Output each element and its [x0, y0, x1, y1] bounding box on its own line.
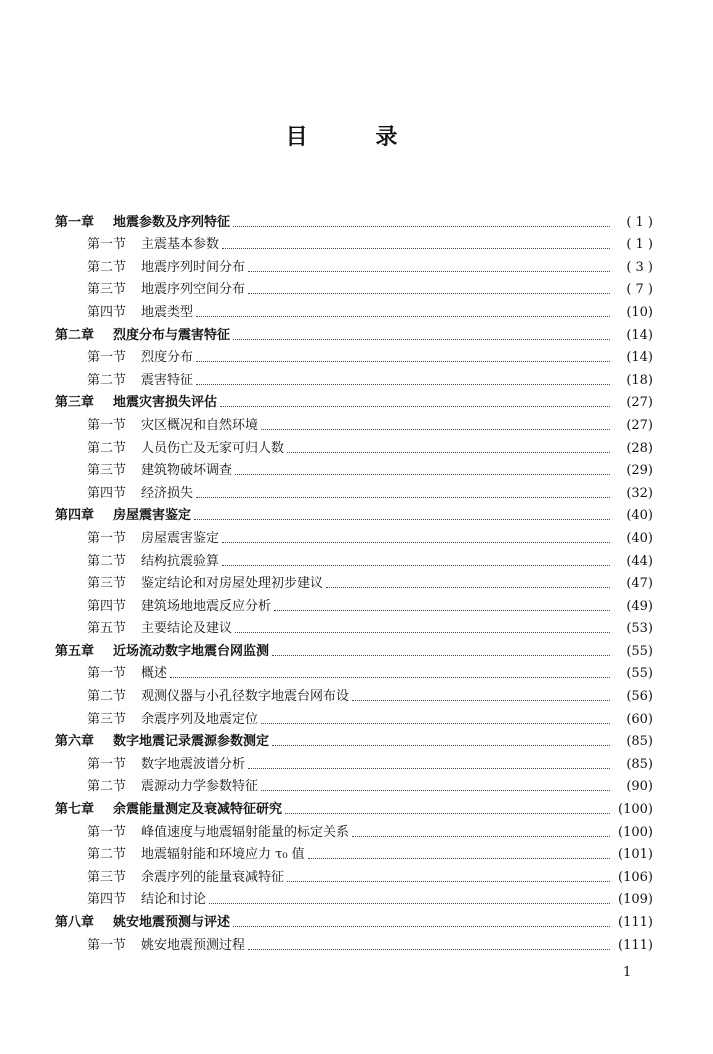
toc-entry-number: 第四章 — [55, 508, 95, 524]
toc-entry-title: 主要结论及建议 — [141, 621, 233, 637]
dot-leader — [222, 541, 610, 543]
toc-entry-label — [87, 482, 193, 501]
toc-entry-label — [87, 821, 349, 840]
toc-entry-number: 第一节 — [87, 937, 127, 953]
toc-entry-label — [87, 301, 193, 320]
toc-entry-number: 第二节 — [87, 847, 127, 863]
toc-entry-label — [87, 256, 245, 275]
toc-entry-number: 第一节 — [87, 824, 127, 840]
toc-entry-label — [87, 278, 245, 297]
toc-entry-page: ( 3 ) — [626, 259, 653, 275]
toc-section-entry — [55, 659, 653, 682]
toc-entry-title: 主震基本参数 — [141, 237, 220, 253]
toc-section-entry — [55, 614, 653, 637]
toc-chapter-entry — [55, 907, 653, 930]
toc-section-entry — [55, 275, 653, 298]
toc-section-entry — [55, 749, 653, 772]
dot-leader — [196, 315, 610, 317]
toc-entry-label — [87, 934, 245, 953]
toc-entry-label — [87, 414, 258, 433]
toc-entry-page: (40) — [626, 508, 653, 524]
toc-entry-number: 第五节 — [87, 621, 127, 637]
toc-entry-label — [87, 527, 219, 546]
toc-entry-page: ( 1 ) — [626, 237, 653, 253]
toc-chapter-entry — [55, 207, 653, 230]
dot-leader — [352, 699, 610, 701]
dot-leader — [170, 676, 610, 678]
dot-leader — [287, 880, 610, 882]
toc-chapter-entry — [55, 501, 653, 524]
toc-entry-label — [87, 753, 245, 772]
toc-entry-number: 第二节 — [87, 440, 127, 456]
toc-entry-label — [55, 504, 191, 523]
toc-chapter-entry — [55, 388, 653, 411]
toc-entry-title: 余震能量测定及衰减特征研究 — [113, 802, 283, 818]
dot-leader — [233, 338, 610, 340]
toc-entry-number: 第三节 — [87, 282, 127, 298]
toc-entry-number: 第五章 — [55, 643, 95, 659]
toc-entry-title: 数字地震记录震源参数测定 — [113, 734, 270, 750]
toc-entry-title: 结构抗震验算 — [141, 553, 220, 569]
toc-chapter-entry — [55, 794, 653, 817]
toc-entry-label — [55, 324, 230, 343]
dot-leader — [222, 564, 610, 566]
dot-leader — [248, 767, 610, 769]
toc-entry-page: (47) — [626, 576, 653, 592]
toc-entry-page: (40) — [626, 530, 653, 546]
toc-entry-label — [55, 391, 217, 410]
toc-entry-label — [87, 459, 232, 478]
toc-entry-label — [87, 233, 219, 252]
toc-entry-number: 第四节 — [87, 892, 127, 908]
toc-entry-number: 第一节 — [87, 666, 127, 682]
toc-entry-page: (28) — [626, 440, 653, 456]
toc-entry-number: 第二节 — [87, 779, 127, 795]
toc-entry-page: (106) — [618, 869, 653, 885]
toc-entry-page: (55) — [626, 666, 653, 682]
toc-entry-number: 第一章 — [55, 214, 95, 230]
toc-entry-page: (100) — [618, 802, 653, 818]
toc-entry-title: 地震类型 — [141, 304, 194, 320]
toc-entry-page: (44) — [626, 553, 653, 569]
toc-section-entry — [55, 297, 653, 320]
toc-entry-title: 地震参数及序列特征 — [113, 214, 231, 230]
toc-entry-page: (29) — [626, 463, 653, 479]
toc-entry-title: 结论和讨论 — [141, 892, 207, 908]
dot-leader — [248, 292, 610, 294]
toc-section-entry — [55, 410, 653, 433]
toc-entry-title: 近场流动数字地震台网监测 — [113, 643, 270, 659]
dot-leader — [233, 225, 610, 227]
toc-entry-label — [55, 730, 269, 749]
toc-section-entry — [55, 523, 653, 546]
toc-entry-label — [87, 843, 305, 862]
toc-section-entry — [55, 252, 653, 275]
toc-entry-number: 第二节 — [87, 259, 127, 275]
dot-leader — [308, 857, 610, 859]
toc-entry-label — [87, 775, 258, 794]
toc-chapter-entry — [55, 636, 653, 659]
toc-section-entry — [55, 681, 653, 704]
toc-entry-title: 房屋震害鉴定 — [141, 530, 220, 546]
toc-entry-title: 峰值速度与地震辐射能量的标定关系 — [141, 824, 350, 840]
toc-entry-label — [55, 798, 282, 817]
dot-leader — [285, 812, 610, 814]
toc-entry-label — [87, 595, 271, 614]
toc-entry-label — [87, 437, 284, 456]
toc-entry-page: ( 1 ) — [626, 214, 653, 230]
toc-entry-label — [55, 211, 230, 230]
toc-chapter-entry — [55, 320, 653, 343]
toc-entry-number: 第三节 — [87, 869, 127, 885]
toc-entry-label — [87, 866, 284, 885]
toc-entry-page: (111) — [618, 915, 653, 930]
toc-entry-page: (109) — [618, 892, 653, 908]
toc-entry-label — [87, 708, 258, 727]
dot-leader — [222, 247, 610, 249]
toc-entry-number: 第四节 — [87, 598, 127, 614]
toc-section-entry — [55, 433, 653, 456]
dot-leader — [272, 654, 610, 656]
toc-entry-title: 数字地震波谱分析 — [141, 756, 246, 772]
toc-entry-label — [87, 617, 232, 636]
toc-entry-title: 灾区概况和自然环境 — [141, 417, 259, 433]
toc-entry-title: 震害特征 — [141, 372, 194, 388]
toc-entry-label — [87, 346, 193, 365]
dot-leader — [220, 405, 610, 407]
toc-section-entry — [55, 546, 653, 569]
dot-leader — [235, 631, 610, 633]
toc-entry-title: 余震序列的能量衰减特征 — [141, 869, 285, 885]
dot-leader — [261, 428, 610, 430]
toc-entry-title: 人员伤亡及无家可归人数 — [141, 440, 285, 456]
toc-section-entry — [55, 704, 653, 727]
toc-entry-page: (85) — [626, 756, 653, 772]
toc-entry-number: 第一节 — [87, 237, 127, 253]
toc-entry-page: (27) — [626, 417, 653, 433]
toc-entry-number: 第三节 — [87, 576, 127, 592]
toc-entry-number: 第六章 — [55, 734, 95, 750]
toc-entry-label — [87, 888, 206, 907]
toc-entry-label — [55, 911, 230, 930]
dot-leader — [326, 586, 610, 588]
toc-entry-page: (14) — [626, 350, 653, 366]
toc-entry-page: (85) — [626, 734, 653, 750]
dot-leader — [261, 789, 610, 791]
toc-entry-title: 姚安地震预测过程 — [141, 937, 246, 953]
toc-entry-page: (49) — [626, 598, 653, 614]
dot-leader — [272, 744, 610, 746]
dot-leader — [196, 496, 610, 498]
toc-entry-title: 建筑物破坏调查 — [141, 463, 233, 479]
dot-leader — [196, 383, 610, 385]
toc-entry-number: 第二节 — [87, 372, 127, 388]
toc-entry-number: 第二节 — [87, 553, 127, 569]
toc-entry-title: 地震灾害损失评估 — [113, 395, 218, 411]
toc-entry-page: (27) — [626, 395, 653, 411]
toc-entry-label — [87, 572, 323, 591]
dot-leader — [261, 722, 610, 724]
toc-section-entry — [55, 478, 653, 501]
toc-entry-title: 地震序列空间分布 — [141, 282, 246, 298]
toc-entry-title: 房屋震害鉴定 — [113, 508, 192, 524]
page-title: 目 录 — [285, 125, 428, 150]
toc-entry-page: ( 7 ) — [626, 282, 653, 298]
toc-section-entry — [55, 930, 653, 953]
toc-entry-title: 余震序列及地震定位 — [141, 711, 259, 727]
toc-entry-number: 第二章 — [55, 327, 95, 343]
toc-entry-title: 概述 — [141, 666, 168, 682]
dot-leader — [248, 948, 610, 950]
toc-entry-page: (90) — [626, 779, 653, 795]
toc-entry-label — [87, 662, 167, 681]
toc-entry-number: 第八章 — [55, 915, 95, 930]
toc-section-entry — [55, 591, 653, 614]
dot-leader — [196, 360, 610, 362]
toc-entry-title: 烈度分布 — [141, 350, 194, 366]
toc-chapter-entry — [55, 727, 653, 750]
toc-section-entry — [55, 365, 653, 388]
page-number: 1 — [623, 965, 632, 980]
toc-entry-number: 第一节 — [87, 350, 127, 366]
toc-section-entry — [55, 230, 653, 253]
dot-leader — [233, 925, 610, 927]
toc-entry-page: (56) — [626, 689, 653, 705]
toc-entry-title: 观测仪器与小孔径数字地震台网布设 — [141, 689, 350, 705]
toc-entry-page: (10) — [626, 304, 653, 320]
toc-section-entry — [55, 817, 653, 840]
toc-entry-page: (18) — [626, 372, 653, 388]
toc-entry-number: 第三节 — [87, 711, 127, 727]
toc-entry-page: (101) — [618, 847, 653, 863]
dot-leader — [287, 451, 610, 453]
toc-entry-label — [87, 550, 219, 569]
toc-entry-number: 第一节 — [87, 756, 127, 772]
dot-leader — [209, 902, 610, 904]
dot-leader — [235, 473, 610, 475]
toc-section-entry — [55, 569, 653, 592]
toc-entry-page: (60) — [626, 711, 653, 727]
toc-entry-title: 鉴定结论和对房屋处理初步建议 — [141, 576, 324, 592]
toc-entry-number: 第一节 — [87, 417, 127, 433]
table-of-contents — [55, 207, 653, 953]
dot-leader — [274, 609, 610, 611]
toc-entry-number: 第七章 — [55, 802, 95, 818]
toc-entry-label — [55, 640, 269, 659]
toc-entry-title: 地震序列时间分布 — [141, 259, 246, 275]
toc-entry-number: 第四节 — [87, 485, 127, 501]
toc-entry-title: 姚安地震预测与评述 — [113, 915, 231, 930]
toc-entry-page: (55) — [626, 643, 653, 659]
toc-entry-label — [87, 369, 193, 388]
toc-entry-page: (111) — [618, 937, 653, 953]
toc-entry-number: 第二节 — [87, 689, 127, 705]
toc-entry-page: (100) — [618, 824, 653, 840]
toc-section-entry — [55, 343, 653, 366]
toc-section-entry — [55, 840, 653, 863]
dot-leader — [352, 835, 610, 837]
toc-entry-title: 烈度分布与震害特征 — [113, 327, 231, 343]
toc-entry-number: 第三节 — [87, 463, 127, 479]
toc-entry-number: 第三章 — [55, 395, 95, 411]
dot-leader — [248, 270, 610, 272]
toc-entry-title: 地震辐射能和环境应力 τ₀ 值 — [141, 847, 305, 863]
toc-entry-page: (14) — [626, 327, 653, 343]
toc-section-entry — [55, 772, 653, 795]
toc-entry-page: (53) — [626, 621, 653, 637]
toc-section-entry — [55, 456, 653, 479]
toc-section-entry — [55, 862, 653, 885]
toc-section-entry — [55, 885, 653, 908]
toc-entry-label — [87, 685, 349, 704]
toc-entry-number: 第一节 — [87, 530, 127, 546]
toc-entry-title: 建筑场地地震反应分析 — [141, 598, 272, 614]
dot-leader — [194, 518, 610, 520]
toc-entry-title: 震源动力学参数特征 — [141, 779, 259, 795]
toc-entry-page: (32) — [626, 485, 653, 501]
toc-entry-number: 第四节 — [87, 304, 127, 320]
toc-entry-title: 经济损失 — [141, 485, 194, 501]
